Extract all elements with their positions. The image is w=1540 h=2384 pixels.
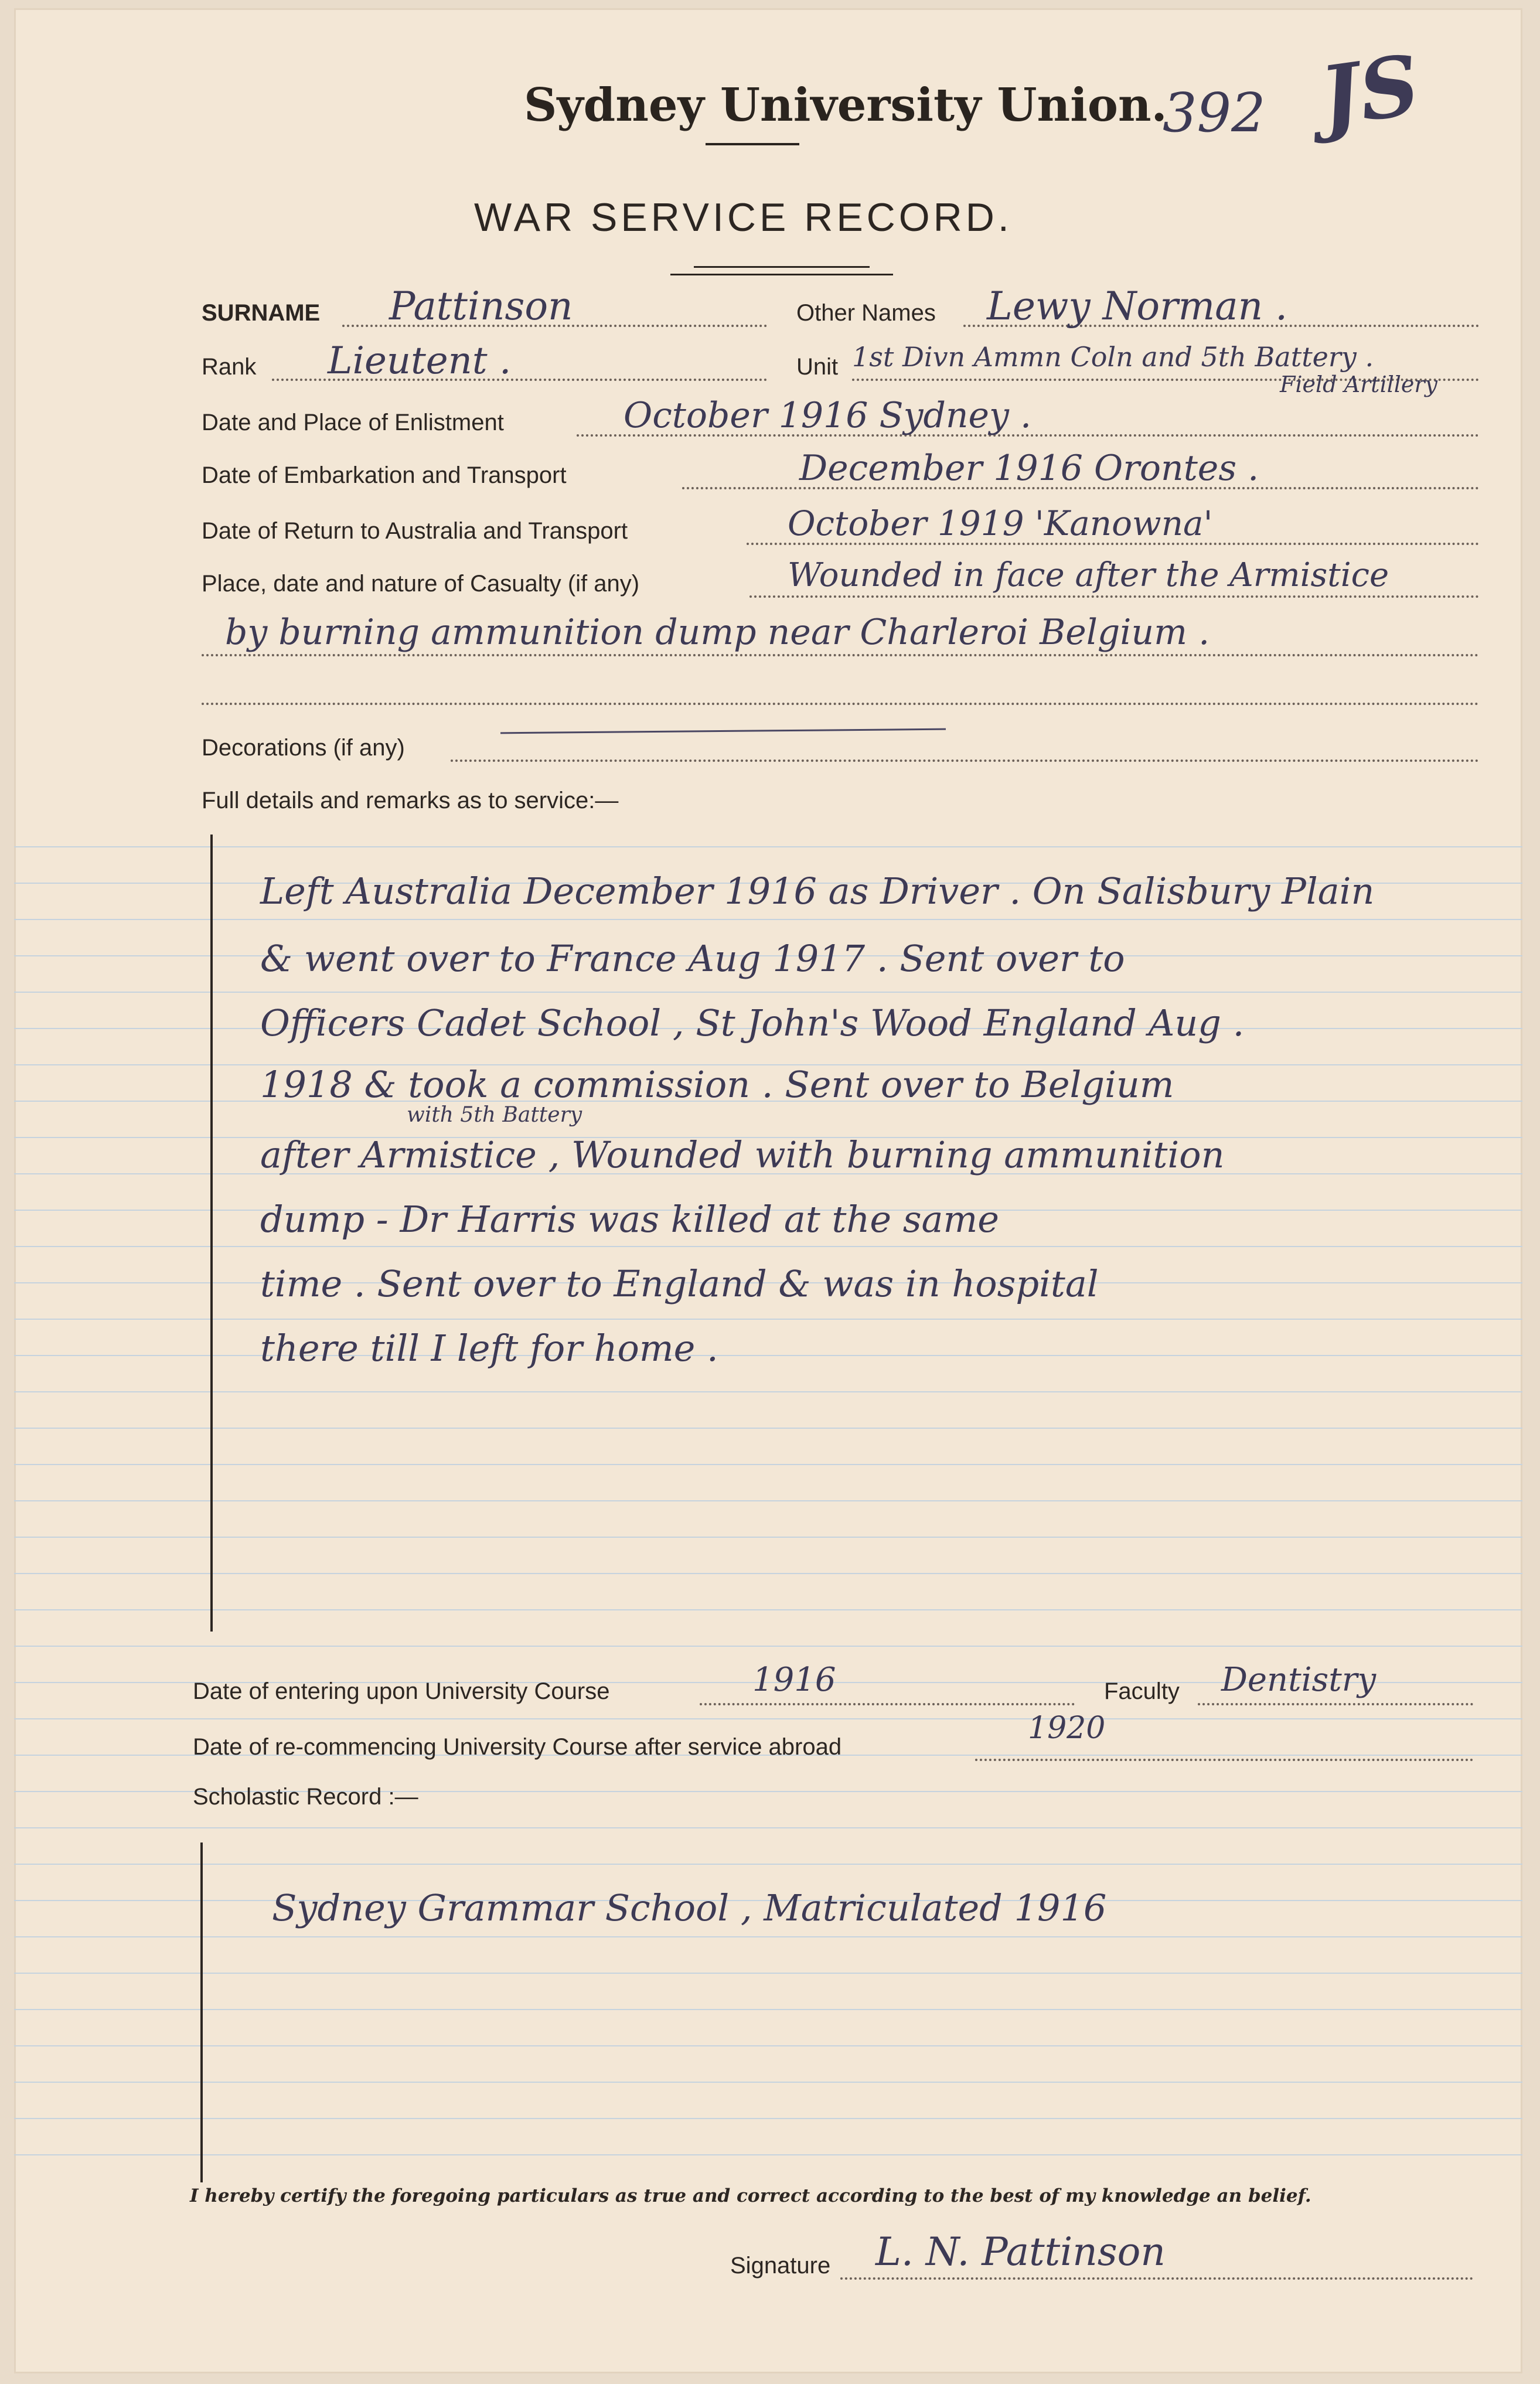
form-page xyxy=(14,8,1522,2373)
faculty-dots xyxy=(1198,1703,1473,1705)
signature-dots xyxy=(840,2277,1473,2280)
casualty-label: Place, date and nature of Casualty (if any) xyxy=(202,571,640,597)
decorations-dots xyxy=(451,760,1479,762)
casualty-dots-2 xyxy=(202,654,1479,656)
unit-value: 1st Divn Ammn Coln and 5th Battery . xyxy=(852,341,1374,373)
unit-value-line2: Field Artillery xyxy=(1280,372,1438,397)
rank-value: Lieutent . xyxy=(328,339,512,383)
remarks-bracket xyxy=(210,835,213,1632)
decorations-label: Decorations (if any) xyxy=(202,735,405,761)
entering-label: Date of entering upon University Course xyxy=(193,1678,610,1704)
remarks-label: Full details and remarks as to service:— xyxy=(202,788,619,813)
signature-label: Signature xyxy=(730,2253,831,2279)
return-value: October 1919 'Kanowna' xyxy=(788,503,1213,543)
unit-label: Unit xyxy=(796,354,839,380)
record-number: 392 xyxy=(1163,81,1266,144)
title-underline xyxy=(706,143,799,145)
casualty-dots xyxy=(749,595,1479,598)
other-names-value: Lewy Norman . xyxy=(987,284,1288,329)
subtitle-rule-1 xyxy=(694,266,870,268)
enlistment-label: Date and Place of Enlistment xyxy=(202,410,504,435)
decorations-blank-stroke xyxy=(500,728,946,734)
enlistment-value: October 1916 Sydney . xyxy=(624,395,1032,436)
return-label: Date of Return to Australia and Transport xyxy=(202,518,628,544)
entering-dots xyxy=(700,1703,1075,1705)
entering-value: 1916 xyxy=(752,1661,836,1699)
remarks-insert: with 5th Battery xyxy=(407,1103,582,1127)
remarks-line-4: 1918 & took a commission . Sent over to Belgium xyxy=(260,1063,1174,1106)
form-subtitle: WAR SERVICE RECORD. xyxy=(474,195,1013,240)
remarks-line-3: Officers Cadet School , St John's Wood England Aug . xyxy=(260,1002,1245,1044)
surname-label: SURNAME xyxy=(202,300,321,326)
recommencing-dots xyxy=(975,1759,1473,1761)
remarks-line-6: dump - Dr Harris was killed at the same xyxy=(260,1198,999,1241)
initials-mark: JS xyxy=(1314,37,1425,146)
embarkation-label: Date of Embarkation and Transport xyxy=(202,462,567,488)
scholastic-label: Scholastic Record :— xyxy=(193,1784,418,1810)
casualty-dots-3 xyxy=(202,703,1479,705)
subtitle-rule-2 xyxy=(670,274,893,275)
scholastic-value: Sydney Grammar School , Matriculated 1916 xyxy=(272,1886,1107,1929)
other-names-label: Other Names xyxy=(796,300,936,326)
remarks-line-5: after Armistice , Wounded with burning ammunition xyxy=(260,1133,1225,1176)
recommencing-value: 1920 xyxy=(1028,1711,1106,1746)
embarkation-value: December 1916 Orontes . xyxy=(799,448,1259,489)
remarks-line-8: there till I left for home . xyxy=(260,1327,718,1370)
rank-label: Rank xyxy=(202,354,257,380)
signature-value: L. N. Pattinson xyxy=(875,2229,1166,2274)
casualty-value-line2: by burning ammunition dump near Charleroi Belgium . xyxy=(225,612,1210,653)
page-title: Sydney University Union. xyxy=(524,79,1167,132)
remarks-line-1: Left Australia December 1916 as Driver . On Salisbury Plain xyxy=(260,870,1375,912)
faculty-label: Faculty xyxy=(1104,1678,1180,1704)
remarks-line-2: & went over to France Aug 1917 . Sent over to xyxy=(260,937,1125,980)
recommencing-label: Date of re-commencing University Course after service abroad xyxy=(193,1734,842,1760)
casualty-value: Wounded in face after the Armistice xyxy=(788,556,1389,594)
surname-value: Pattinson xyxy=(389,284,573,329)
faculty-value: Dentistry xyxy=(1221,1661,1377,1699)
remarks-line-7: time . Sent over to England & was in hospital xyxy=(260,1262,1099,1305)
scholastic-bracket xyxy=(200,1843,203,2182)
certification-text: I hereby certify the foregoing particulars as true and correct according to the best of my knowledge an belief. xyxy=(190,2185,1311,2206)
